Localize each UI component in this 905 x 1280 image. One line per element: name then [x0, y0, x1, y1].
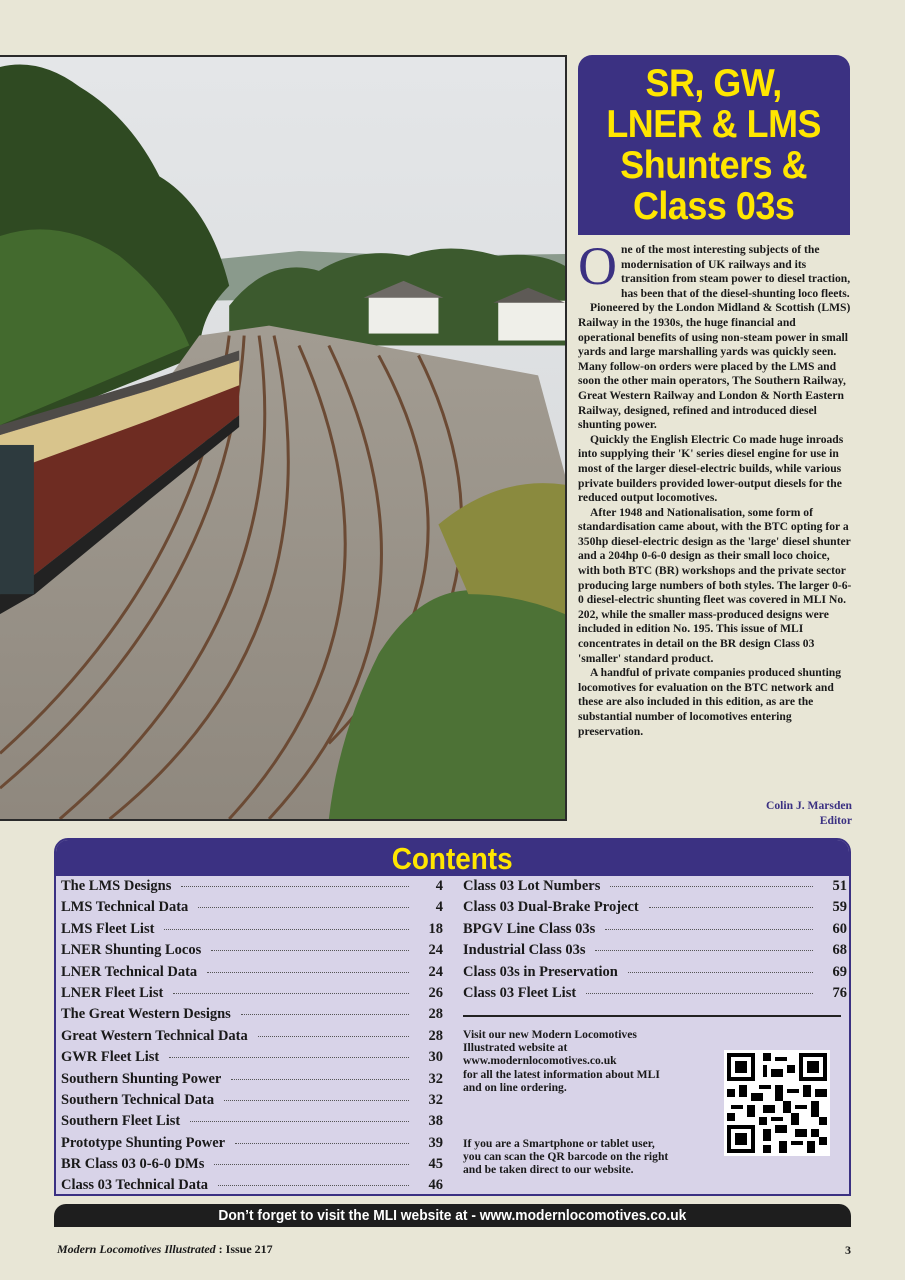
toc-entry[interactable] — [61, 964, 443, 985]
publication-name: Modern Locomotives Illustrated — [57, 1242, 216, 1256]
byline-role: Editor — [819, 814, 852, 827]
toc-title: LNER Fleet List — [61, 984, 164, 1001]
toc-leader — [224, 1100, 409, 1101]
promo-line: for all the latest information about MLI — [463, 1067, 660, 1081]
toc-entry[interactable] — [61, 1071, 443, 1092]
qr-code[interactable] — [724, 1050, 830, 1156]
toc-title: Prototype Shunting Power — [61, 1134, 226, 1151]
toc-page: 4 — [435, 878, 443, 894]
toc-leader — [214, 1164, 409, 1165]
toc-leader — [164, 929, 409, 930]
website-banner[interactable] — [54, 1204, 851, 1227]
qr-line: you can scan the QR barcode on the right — [463, 1150, 669, 1164]
toc-leader — [595, 950, 813, 951]
toc-leader — [190, 1121, 409, 1122]
toc-leader — [231, 1079, 409, 1080]
issue-number: : Issue 217 — [218, 1242, 273, 1256]
toc-page: 46 — [428, 1177, 443, 1194]
toc-leader — [198, 907, 409, 908]
contents-right-column — [463, 878, 847, 1006]
toc-page: 32 — [428, 1070, 443, 1087]
toc-title: LNER Technical Data — [61, 963, 198, 980]
article-paragraph — [578, 236, 852, 301]
toc-title: The Great Western Designs — [61, 1006, 231, 1023]
toc-entry[interactable] — [61, 1028, 443, 1049]
contents-panel — [54, 838, 851, 1196]
toc-page: 76 — [832, 984, 847, 1001]
promo-line: and on line ordering. — [463, 1080, 567, 1094]
title-line: Shunters & — [620, 144, 808, 187]
toc-leader — [235, 1143, 409, 1144]
title-line: Class 03s — [633, 185, 795, 228]
toc-leader — [605, 929, 813, 930]
toc-page: 32 — [428, 1091, 443, 1108]
toc-title: LMS Fleet List — [61, 920, 155, 937]
toc-title: Class 03s in Preservation — [463, 963, 618, 980]
article-paragraph: A handful of private companies produced shunting locomotives for evaluation on the BTC network and these are also included in this edition, as are the substantial number of locomotives entering preservation. — [578, 666, 842, 738]
toc-leader — [628, 972, 813, 973]
promo-line: Visit our new Modern Locomotives — [463, 1028, 637, 1041]
toc-entry[interactable] — [61, 1113, 443, 1134]
toc-leader — [649, 907, 813, 908]
toc-entry[interactable] — [463, 985, 847, 1006]
toc-title: Class 03 Technical Data — [61, 1177, 209, 1194]
toc-page: 28 — [428, 1006, 443, 1023]
toc-page: 24 — [428, 963, 443, 980]
toc-page: 28 — [428, 1027, 443, 1044]
byline-name: Colin J. Marsden — [766, 799, 852, 812]
toc-entry[interactable] — [61, 1156, 443, 1177]
toc-page: 45 — [428, 1156, 443, 1173]
toc-leader — [258, 1036, 409, 1037]
byline — [766, 798, 852, 828]
toc-leader — [241, 1014, 409, 1015]
toc-leader — [586, 993, 813, 994]
toc-page: 39 — [428, 1134, 443, 1151]
toc-title: The LMS Designs — [61, 878, 172, 894]
toc-title: Class 03 Lot Numbers — [463, 878, 601, 894]
toc-entry[interactable] — [61, 1092, 443, 1113]
toc-entry[interactable] — [61, 921, 443, 942]
toc-title: Class 03 Dual-Brake Project — [463, 899, 639, 916]
toc-page: 18 — [428, 920, 443, 937]
promo-line: Illustrated website at — [463, 1041, 568, 1055]
toc-title: Southern Fleet List — [61, 1113, 181, 1130]
title-line: LNER & LMS — [606, 103, 822, 146]
qr-line: If you are a Smartphone or tablet user, — [463, 1137, 655, 1150]
article-title-box — [578, 55, 850, 235]
toc-title: LMS Technical Data — [61, 899, 189, 916]
article-paragraph: Quickly the English Electric Co made huge inroads into supplying their 'K' series diesel engine for use in most of the larger diesel-electric builds, while various private builders provided lower-output diesels for the reduced output locomotives. — [578, 432, 844, 505]
toc-entry[interactable] — [61, 985, 443, 1006]
toc-leader — [610, 886, 813, 887]
banner-text: Don’t forget to visit the MLI website at - www.modernlocomotives.co.uk — [218, 1207, 687, 1224]
toc-title: Great Western Technical Data — [61, 1027, 248, 1044]
toc-entry[interactable] — [463, 921, 847, 942]
toc-leader — [181, 886, 409, 887]
contents-divider — [463, 1015, 841, 1017]
toc-title: LNER Shunting Locos — [61, 942, 202, 959]
article-title — [607, 63, 822, 227]
toc-entry[interactable] — [61, 899, 443, 920]
toc-page: 60 — [832, 920, 847, 937]
contents-heading — [56, 840, 849, 876]
toc-entry[interactable] — [61, 1177, 443, 1196]
toc-entry[interactable] — [61, 1006, 443, 1027]
toc-title: BPGV Line Class 03s — [463, 920, 596, 937]
toc-entry[interactable] — [463, 899, 847, 920]
toc-title: Class 03 Fleet List — [463, 984, 577, 1001]
toc-title: BR Class 03 0-6-0 DMs — [61, 1156, 205, 1173]
toc-entry[interactable] — [463, 878, 847, 899]
contents-left-column — [61, 878, 501, 1196]
toc-page: 59 — [832, 899, 847, 916]
toc-page: 68 — [832, 942, 847, 959]
toc-entry[interactable] — [61, 942, 443, 963]
toc-leader — [173, 993, 409, 994]
footer-publication — [57, 1242, 273, 1257]
toc-entry[interactable] — [61, 1135, 443, 1156]
drop-cap: O — [578, 236, 617, 296]
toc-entry[interactable] — [61, 1049, 443, 1070]
toc-leader — [207, 972, 409, 973]
toc-title: Southern Shunting Power — [61, 1070, 222, 1087]
toc-entry[interactable] — [463, 942, 847, 963]
toc-page: 38 — [428, 1113, 443, 1130]
railway-photo-illustration — [0, 57, 565, 819]
toc-leader — [211, 950, 409, 951]
qr-line: and be taken direct to our website. — [463, 1163, 634, 1177]
toc-title: GWR Fleet List — [61, 1049, 160, 1066]
page-number: 3 — [845, 1243, 851, 1257]
website-promo-text — [463, 1028, 703, 1094]
toc-page: 24 — [428, 942, 443, 959]
paragraph-text: ne of the most interesting subjects of the modernisation of UK railways and its transition from steam power to diesel traction, has been that of the diesel-shunting loco fleets. — [621, 243, 851, 300]
toc-page: 26 — [428, 984, 443, 1001]
toc-entry[interactable] — [61, 878, 443, 899]
contents-heading-text: Contents — [392, 841, 513, 876]
article-paragraph: After 1948 and Nationalisation, some form of standardisation came about, with the BTC opting for a 350hp diesel-electric design as the 'large' diesel shunter and a 204hp 0-6-0 design as their small loco choice, with both BTC (BR) workshops and the private sector producing large numbers of both styles. The larger 0-6-0 diesel-electric shunting fleet was covered in MLI No. 202, while the smaller mass-produced designs were included in edition No. 195. This issue of MLI concentrates in detail on the BR design Class 03 'smaller' standard product. — [578, 505, 852, 665]
promo-url[interactable]: www.modernlocomotives.co.uk — [463, 1054, 617, 1068]
toc-page: 69 — [832, 963, 847, 980]
railway-photo — [0, 55, 567, 821]
toc-title: Industrial Class 03s — [463, 942, 586, 959]
qr-code-icon — [727, 1053, 827, 1153]
intro-article — [578, 236, 852, 739]
title-line: SR, GW, — [645, 62, 783, 105]
toc-title: Southern Technical Data — [61, 1091, 215, 1108]
toc-page: 4 — [435, 899, 443, 916]
toc-page: 30 — [428, 1049, 443, 1066]
toc-page: 51 — [832, 878, 847, 894]
article-paragraph: Pioneered by the London Midland & Scottish (LMS) Railway in the 1930s, the huge financial and operational benefits of using non-steam power in small yards and large marshalling yards was quickly seen. Many follow-on orders were placed by the LMS and soon the other main operators, The Southern Railway, Great Western Railway and London & North Eastern Railway, designed, refined and introduced diesel shunting power. — [578, 301, 851, 432]
toc-entry[interactable] — [463, 964, 847, 985]
toc-leader — [218, 1185, 409, 1186]
toc-leader — [169, 1057, 409, 1058]
qr-instructions — [463, 1137, 703, 1177]
